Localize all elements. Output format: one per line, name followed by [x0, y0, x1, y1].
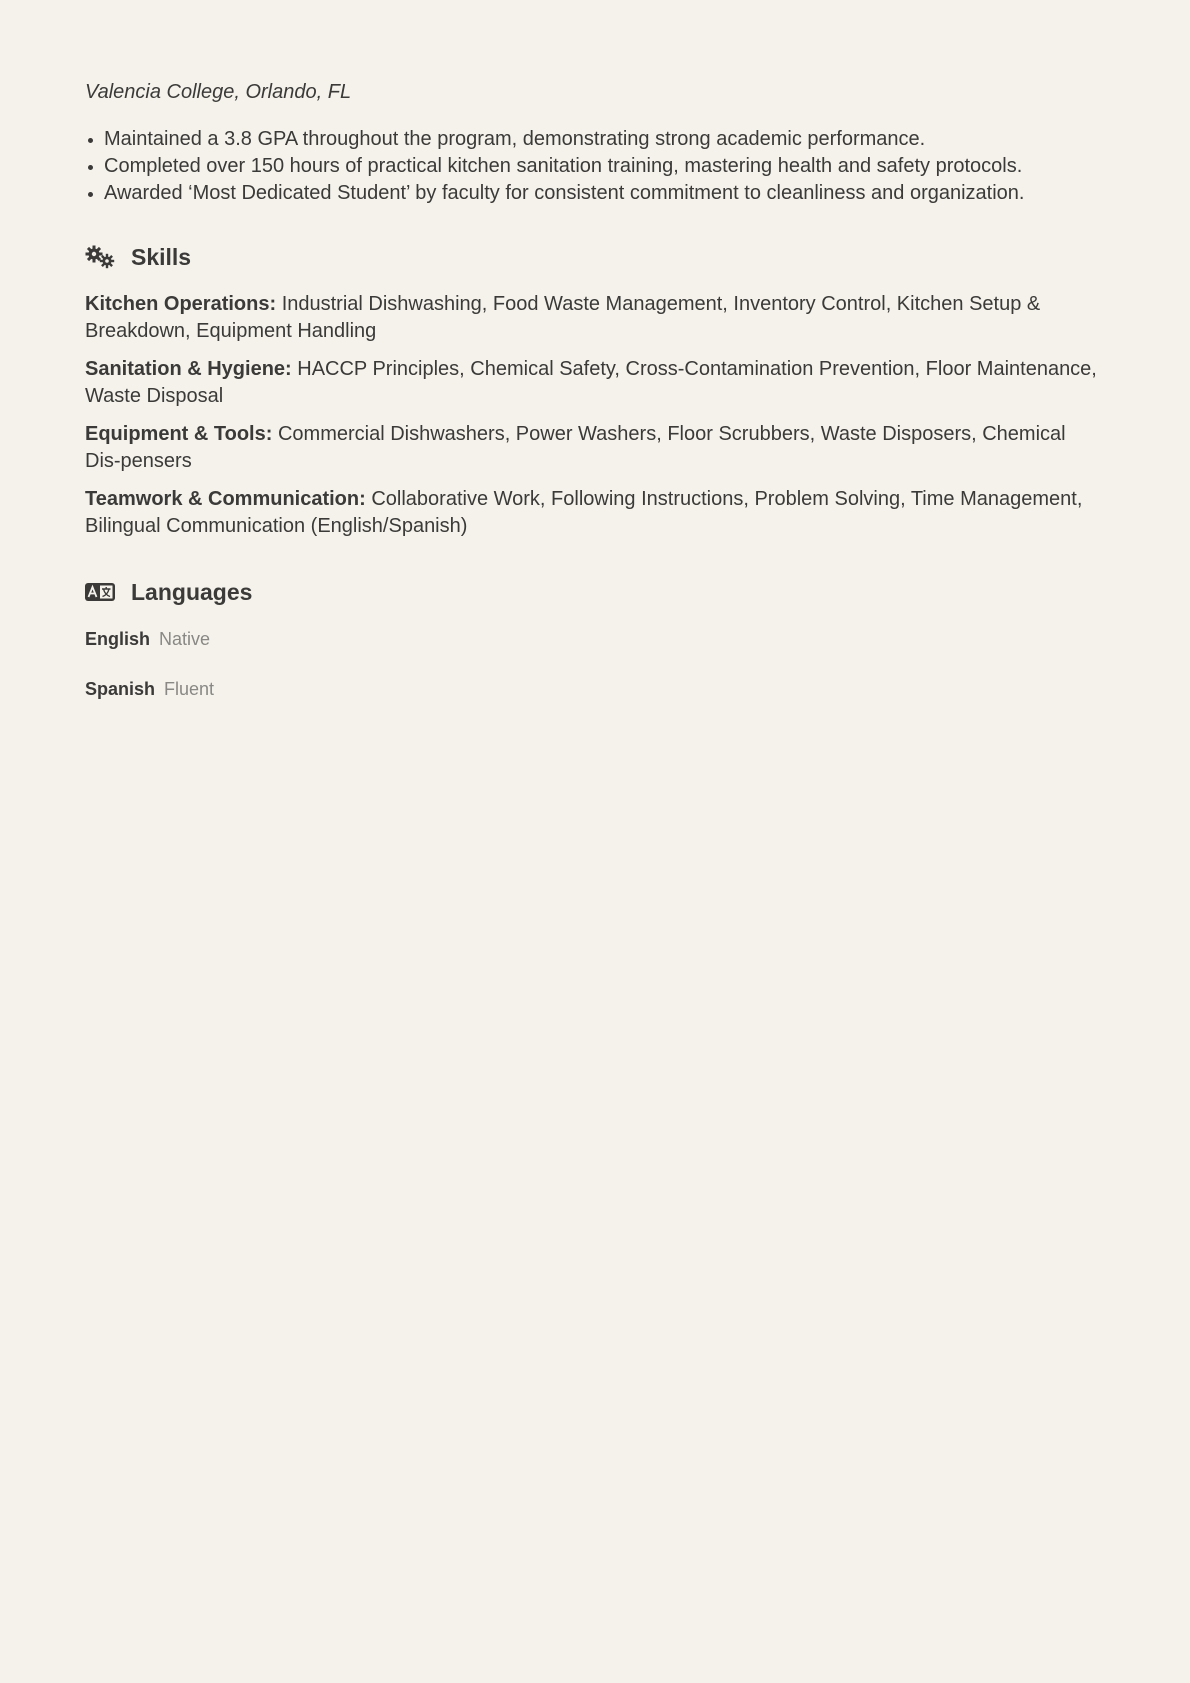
- section-title: Languages: [131, 578, 253, 605]
- gears-icon: [85, 245, 115, 269]
- skills-list: [85, 291, 1105, 540]
- skill-kitchen-operations: [85, 291, 1105, 345]
- list-item: Maintained a 3.8 GPA throughout the program, demonstrating strong academic performance.: [104, 126, 1105, 153]
- achievements-list: [85, 126, 1105, 207]
- skill-label: Equipment & Tools:: [85, 423, 273, 445]
- language-level: Native: [159, 629, 211, 649]
- list-item: Awarded ‘Most Dedicated Student’ by faculty for consistent commitment to cleanliness and organization.: [104, 180, 1105, 207]
- languages-list: [85, 626, 1105, 702]
- skill-label: Sanitation & Hygiene:: [85, 358, 292, 380]
- skills-heading: [85, 241, 1105, 273]
- skill-text: Collaborative Work, Following Instructions, Problem Solving, Time Management, Bilingual Communication (English/Spanish): [85, 488, 1083, 537]
- language-name: Spanish: [85, 679, 156, 699]
- language-spanish: [85, 676, 1105, 702]
- language-level: Fluent: [164, 679, 215, 699]
- skill-label: Teamwork & Communication:: [85, 488, 366, 510]
- language-english: [85, 626, 1105, 652]
- skill-text: Industrial Dishwashing, Food Waste Management, Inventory Control, Kitchen Setup & Breakdown, Equipment Handling: [85, 293, 1041, 342]
- skill-teamwork-communication: [85, 486, 1105, 540]
- list-item: Completed over 150 hours of practical kitchen sanitation training, mastering health and safety protocols.: [104, 153, 1105, 180]
- skill-text: HACCP Principles, Chemical Safety, Cross-Contamination Prevention, Floor Maintenance, Waste Disposal: [85, 358, 1097, 407]
- skill-equipment-tools: [85, 421, 1105, 475]
- skill-label: Kitchen Operations:: [85, 293, 277, 315]
- language-name: English: [85, 629, 151, 649]
- language-icon: [85, 580, 115, 604]
- skill-text: Commercial Dishwashers, Power Washers, Floor Scrubbers, Waste Disposers, Chemical Dis-pensers: [85, 423, 1066, 472]
- section-title: Skills: [131, 243, 192, 270]
- skill-sanitation-hygiene: [85, 356, 1105, 410]
- languages-heading: [85, 576, 1105, 608]
- school-name: Valencia College, Orlando, FL: [85, 81, 352, 103]
